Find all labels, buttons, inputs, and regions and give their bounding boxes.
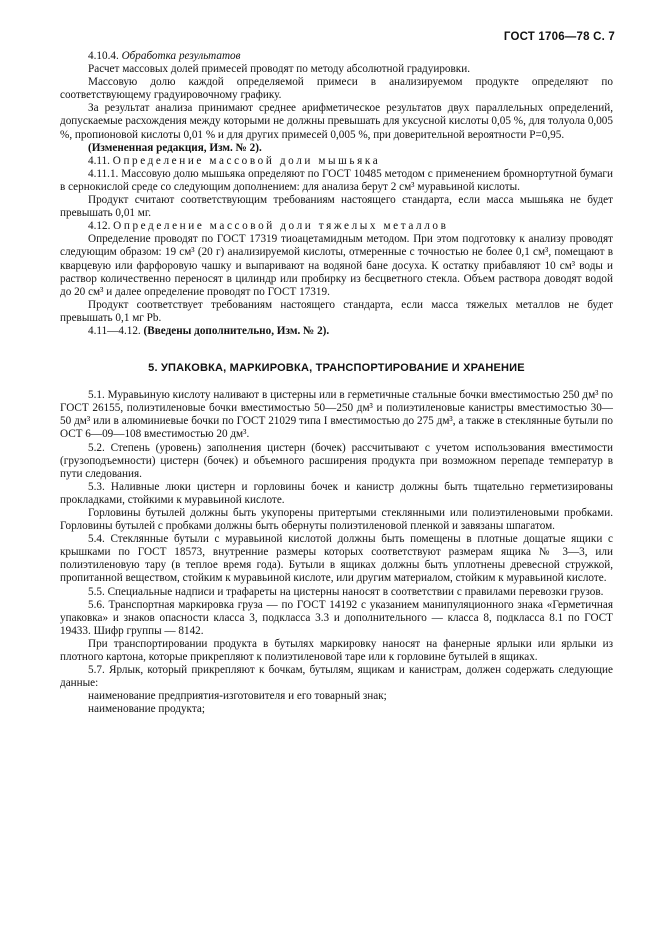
paragraph: 5.2. Степень (уровень) заполнения цистерн (бочек) рассчитывают с учетом использования вместимости (грузоподъемности) цистерн (бочек) и объемного расширения продукта при возможном перепаде температур в пути следования. xyxy=(60,441,613,480)
paragraph: Массовую долю каждой определяемой примеси в анализируемом продукте определяют по соответствующему градуировочному графику. xyxy=(60,76,613,102)
paragraph: Расчет массовых долей примесей проводят по методу абсолютной градуировки. xyxy=(88,63,471,76)
list-item: наименование предприятия-изготовителя и его товарный знак; xyxy=(88,690,387,703)
subsection-number: 4.12. xyxy=(88,220,111,233)
paragraph: 5.5. Специальные надписи и трафареты на цистерны наносят в соответствии с правилами перевозки грузов. xyxy=(88,585,604,598)
paragraph: Горловины бутылей должны быть укупорены притертыми стеклянными или полиэтиленовыми пробками. Горловины бутылей с пробками должны быть обернуты полиэтиленовой пленкой и завязаны шпагатом. xyxy=(60,507,613,533)
subsection-number: 4.10.4. xyxy=(88,50,119,62)
paragraph: 5.3. Наливные люки цистерн и горловины бочек и канистр должны быть тщательно герметизированы прокладками, стойкими к муравьиной кислоте. xyxy=(60,480,613,506)
paragraph: Продукт соответствует требованиям настоящего стандарта, если масса тяжелых металлов не будет превышать 0,1 мг Pb. xyxy=(60,298,613,324)
subsection-title: Определение массовой доли мышьяка xyxy=(112,154,381,167)
paragraph: 5.1. Муравьиную кислоту наливают в цистерны или в герметичные стальные бочки вместимостью 250 дм³ по ГОСТ 26155, полиэтиленовые бочки вместимостью 50—250 дм³ и полиэтиленовые канистры вместимостью 30—50 дм³ или в алюминиевые бочки по ГОСТ 21029 типа I вместимостью до 275 дм³, а также в стеклянные бутыли по ОСТ 6—09—108 вместимостью 20 дм³. xyxy=(60,389,613,441)
subsection-number: 4.11. xyxy=(88,154,110,167)
subsection-4-12-heading xyxy=(60,220,613,233)
paragraph: Определение проводят по ГОСТ 17319 тиоацетамидным методом. При этом подготовку к анализу проводят следующим образом: 19 см³ (20 г) анализируемой кислоты, отмеренные с точностью не более 0,1 см³, помещают в кварцевую или фарфоровую чашку и выпаривают на водяной бане досуха. К остатку прибавляют 10 см³ воды и раствор количественно переносят в цилиндр или пробирку из бесцветного стекла. Объем раствора доводят водой до 20 см³ и далее определение проводят по ГОСТ 17319. xyxy=(60,233,613,298)
list-item: наименование продукта; xyxy=(88,703,205,716)
amendment-note: (Измененная редакция, Изм. № 2). xyxy=(88,141,262,154)
amendment-note xyxy=(60,325,613,338)
paragraph: 5.6. Транспортная маркировка груза — по ГОСТ 14192 с указанием манипуляционного знака «Герметичная упаковка» и знаков опасности класса 3, подкласса 3.3 и дополнительного — класса 8, подкласса 8.1 по ГОСТ 19433. Шифр группы — 8142. xyxy=(60,598,613,637)
document-body xyxy=(60,50,613,717)
paragraph: 5.4. Стеклянные бутыли с муравьиной кислотой должны быть помещены в плотные дощатые ящики с крышками по ГОСТ 18573, внутренние размеры которых соответствуют размерам ящика № 3—3, или полиэтиленовую тару (в теплое время года). Бутыли в ящиках должны быть уплотнены древесной стружкой, пропитанной веществом, стойким к муравьиной кислоте, или другим материалом, стойким к муравьиной кислоте. xyxy=(60,533,613,585)
paragraph: За результат анализа принимают среднее арифметическое результатов двух параллельных определений, допускаемые расхождения между которыми не должны превышать для уксусной кислоты 0,05 %, для толуола 0,005 %, пропионовой кислоты 0,01 % и для других примесей 0,005 %, при доверительной вероятности P=0,95. xyxy=(60,102,613,141)
subsection-4-11-heading xyxy=(60,155,613,168)
subsection-title: Определение массовой доли тяжелых металлов xyxy=(113,220,449,233)
subsection-number: 4.11—4.12. xyxy=(88,324,141,337)
paragraph: 4.11.1. Массовую долю мышьяка определяют по ГОСТ 10485 методом с применением бромнортутной бумаги в сернокислой среде со следующим дополнением: для анализа берут 2 см³ муравьиной кислоты. xyxy=(60,167,613,193)
amendment-text: (Введены дополнительно, Изм. № 2). xyxy=(143,324,330,337)
paragraph: Продукт считают соответствующим требованиям настоящего стандарта, если масса мышьяка не будет превышать 0,01 мг. xyxy=(60,194,613,220)
paragraph: 5.7. Ярлык, который прикрепляют к бочкам, бутылям, ящикам и канистрам, должен содержать следующие данные: xyxy=(60,664,613,690)
paragraph: При транспортировании продукта в бутылях маркировку наносят на фанерные ярлыки или ярлыки из плотного картона, которые прикрепляют к полиэтиленовой таре или к горловине бутылей в ящиках. xyxy=(60,637,613,664)
subsection-4-10-4-heading xyxy=(60,50,613,63)
subsection-title: Обработка результатов xyxy=(121,50,241,62)
section-5-title: 5. УПАКОВКА, МАРКИРОВКА, ТРАНСПОРТИРОВАНИЕ И ХРАНЕНИЕ xyxy=(148,362,525,375)
page-header: ГОСТ 1706—78 С. 7 xyxy=(503,31,615,43)
